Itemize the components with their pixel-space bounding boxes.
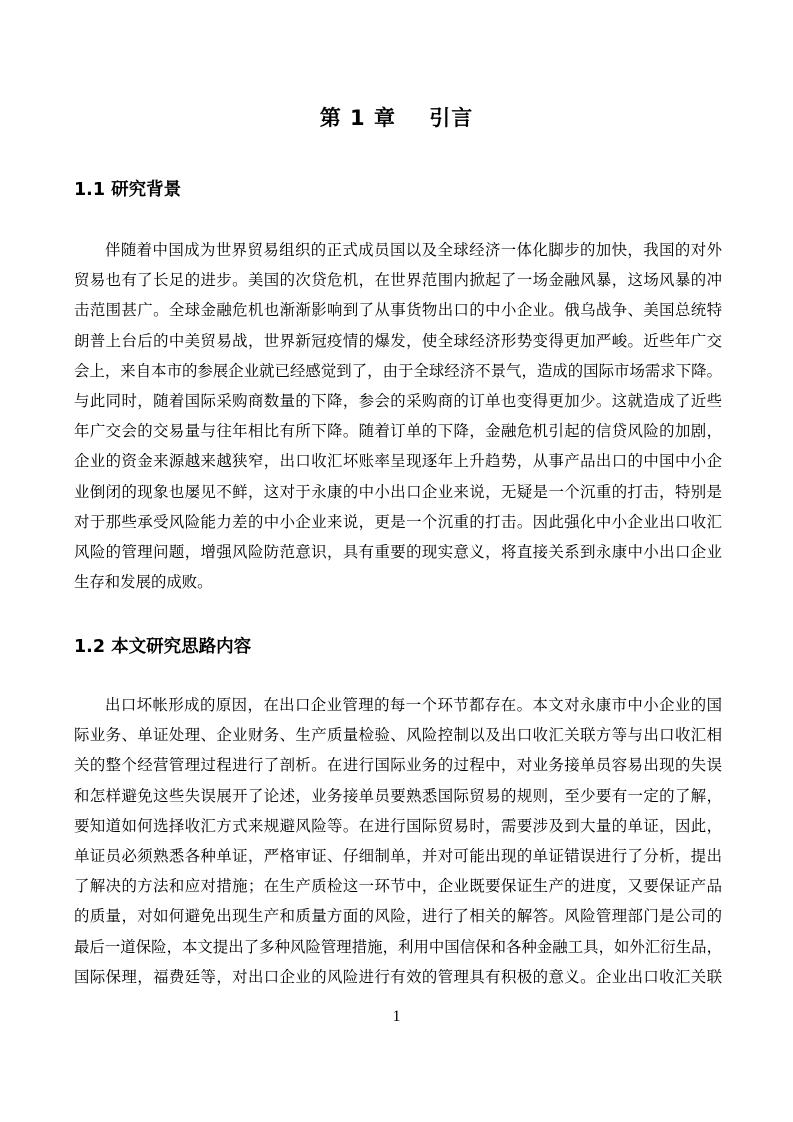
paragraph-line: 业倒闭的现象也屡见不鲜，这对于永康的中小出口企业来说，无疑是一个沉重的打击，特别是 <box>74 482 722 501</box>
paragraph-research-approach <box>74 690 722 992</box>
paragraph-line: 与此同时，随着国际采购商数量的下降，参会的采购商的订单也变得更加少。这就造成了近些 <box>74 391 722 410</box>
paragraph-line: 的质量，对如何避免出现生产和质量方面的风险，进行了相关的解答。风险管理部门是公司的 <box>74 907 722 926</box>
section-heading-research-background: 1.1 研究背景 <box>74 180 182 200</box>
paragraph-line: 年广交会的交易量与往年相比有所下降。随着订单的下降，金融危机引起的信贷风险的加剧， <box>74 422 722 441</box>
paragraph-line: 国际保理，福费廷等，对出口企业的风险进行有效的管理具有积极的意义。企业出口收汇关联 <box>74 967 722 986</box>
page-number: 1 <box>392 1008 401 1025</box>
paragraph-line: 会上，来自本市的参展企业就已经感觉到了，由于全球经济不景气，造成的国际市场需求下降。 <box>74 361 722 380</box>
paragraph-line: 最后一道保险，本文提出了多种风险管理措施，利用中国信保和各种金融工具，如外汇衍生品， <box>74 937 722 956</box>
paragraph-research-background <box>74 235 722 597</box>
paragraph-line: 击范围甚广。全球金融危机也渐渐影响到了从事货物出口的中小企业。俄乌战争、美国总统特 <box>74 301 722 320</box>
paragraph-line: 单证员必须熟悉各种单证，严格审证、仔细制单，并对可能出现的单证错误进行了分析，提出 <box>74 846 722 865</box>
paragraph-line: 风险的管理问题，增强风险防范意识，具有重要的现实意义，将直接关系到永康中小出口企业 <box>74 542 722 561</box>
paragraph-line: 际业务、单证处理、企业财务、生产质量检验、风险控制以及出口收汇关联方等与出口收汇相 <box>74 726 722 745</box>
paragraph-line: 和怎样避免这些失误展开了论述，业务接单员要熟悉国际贸易的规则，至少要有一定的了解， <box>74 786 722 805</box>
paragraph-line: 关的整个经营管理过程进行了剖析。在进行国际业务的过程中，对业务接单员容易出现的失误 <box>74 756 722 775</box>
paragraph-line: 生存和发展的成败。 <box>74 573 213 592</box>
paragraph-line: 要知道如何选择收汇方式来规避风险等。在进行国际贸易时，需要涉及到大量的单证，因此， <box>74 816 722 835</box>
paragraph-line: 了解决的方法和应对措施；在生产质检这一环节中，企业既要保证生产的进度，又要保证产品 <box>74 877 722 896</box>
paragraph-line: 企业的资金来源越来越狭窄，出口收汇坏账率呈现逐年上升趋势，从事产品出口的中国中小企 <box>74 452 722 471</box>
paragraph-line: 对于那些承受风险能力差的中小企业来说，更是一个沉重的打击。因此强化中小企业出口收汇 <box>74 512 722 531</box>
paragraph-line: 贸易也有了长足的进步。美国的次贷危机，在世界范围内掀起了一场金融风暴，这场风暴的冲 <box>74 271 722 290</box>
section-heading-research-approach: 1.2 本文研究思路内容 <box>74 637 252 657</box>
paragraph-line: 朗普上台后的中美贸易战，世界新冠疫情的爆发，使全球经济形势变得更加严峻。近些年广交 <box>74 331 722 350</box>
paragraph-line: 伴随着中国成为世界贸易组织的正式成员国以及全球经济一体化脚步的加快，我国的对外 <box>105 241 722 259</box>
chapter-title: 第 1 章 引言 <box>319 106 474 130</box>
paragraph-line: 出口坏帐形成的原因，在出口企业管理的每一个环节都存在。本文对永康市中小企业的国 <box>105 696 722 714</box>
